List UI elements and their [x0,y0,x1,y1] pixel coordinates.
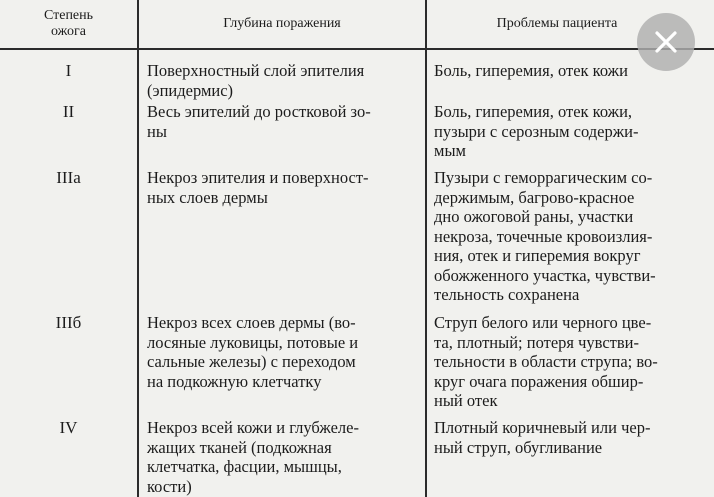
header-degree [0,8,137,40]
column-divider-2 [425,0,427,497]
row-4-degree: IIIб [55,313,82,332]
header-divider [0,48,714,50]
row-3-degree: IIIа [56,168,81,187]
close-button[interactable] [637,13,695,71]
row-4-depth: Некроз всех слоев дермы (во- лосяные луковицы, потовые и сальные железы) с переходом на подкожную клетчатку [147,313,359,391]
row-2-problems: Боль, гиперемия, отек кожи, пузыри с серозным содержи- мым [434,102,639,160]
header-degree-line-2: ожога [51,24,86,39]
row-3-depth: Некроз эпителия и поверхност- ных слоев дермы [147,168,369,207]
close-icon [654,30,678,54]
row-5-problems: Плотный коричневый или чер- ный струп, обугливание [434,418,651,457]
row-3-problems: Пузыри с геморрагическим со- держимым, багрово-красное дно ожоговой раны, участки некроза, точечные кровоизлия- ния, отек и гиперемия вокруг обожженного участка, чувстви- тельность сохранена [434,168,656,304]
column-divider-1 [137,0,139,497]
row-4-problems: Струп белого или черного цве- та, плотный; потеря чувстви- тельности в области струпа; во- круг очага поражения обшир- ный отек [434,313,658,410]
row-1-problems: Боль, гиперемия, отек кожи [434,61,628,80]
row-5-degree: IV [59,418,78,437]
row-2-depth: Весь эпителий до ростковой зо- ны [147,102,371,141]
row-2-degree: II [62,102,75,121]
header-depth: Глубина поражения [223,16,341,31]
row-1-degree: I [65,61,72,80]
header-problems: Проблемы пациента [496,16,618,31]
header-degree-line-1: Степень [43,8,94,23]
row-1-depth: Поверхностный слой эпителия (эпидермис) [147,61,365,100]
row-5-depth: Некроз всей кожи и глубжеле- жащих тканей (подкожная клетчатка, фасции, мышцы, кости) [147,418,359,496]
